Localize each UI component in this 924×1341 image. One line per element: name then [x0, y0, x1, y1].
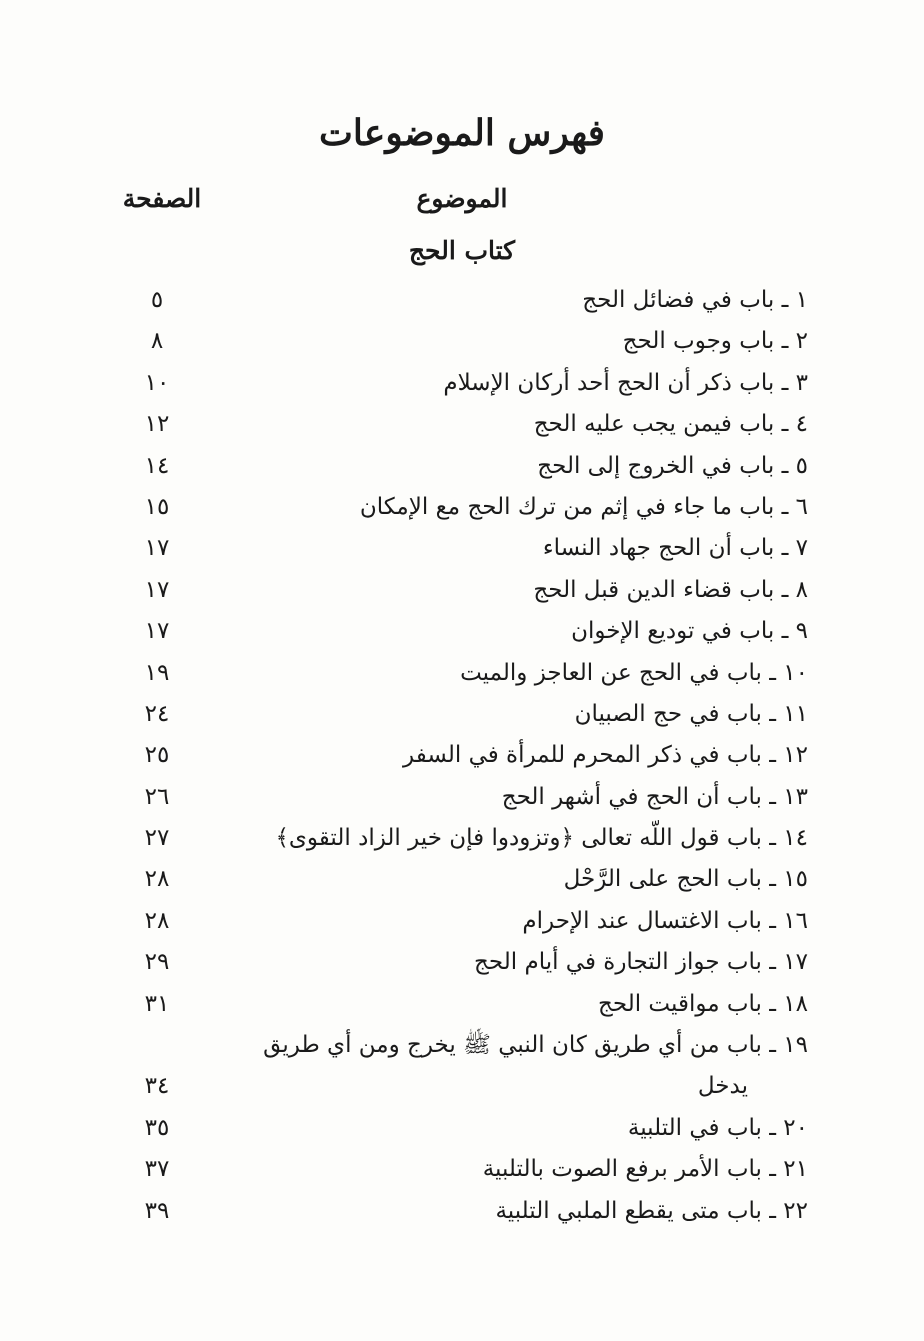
- toc-entry-page: ٢٩: [144, 949, 170, 976]
- toc-row: [0, 1021, 924, 1104]
- toc-entry-page: ٢٦: [144, 783, 170, 810]
- toc-entry-page: ١٧: [144, 618, 170, 645]
- toc-entry-text: ١٧ ـ باب جواز التجارة في أيام الحج: [474, 949, 808, 976]
- toc-entry-text: ١١ ـ باب في حج الصبيان: [574, 700, 808, 727]
- toc-entry-text: ١٥ ـ باب الحج على الرَّحْل: [563, 866, 808, 893]
- toc-entry-page: ٣١: [144, 990, 170, 1017]
- toc-entry-page: ١٧: [144, 535, 170, 562]
- toc-row: [0, 938, 924, 979]
- toc-entry-text: ٩ ـ باب في توديع الإخوان: [571, 618, 808, 645]
- toc-row: [0, 607, 924, 648]
- toc-row: [0, 897, 924, 938]
- toc-entry-text: ١٤ ـ باب قول اللّه تعالى ﴿وتزودوا فإن خير الزاد التقوى﴾: [275, 825, 808, 852]
- toc-entry-page: ١٠: [144, 369, 170, 396]
- page-column-header: الصفحة: [122, 184, 202, 213]
- toc-row: [0, 1145, 924, 1186]
- toc-entry-text: ٢٠ ـ باب في التلبية: [627, 1114, 808, 1141]
- toc-entry-page: ٣٤: [144, 1073, 170, 1100]
- toc-entry-page: ١٩: [144, 659, 170, 686]
- toc-entry-page: ٢٥: [144, 742, 170, 769]
- toc-entry-text: ٥ ـ باب في الخروج إلى الحج: [537, 452, 808, 479]
- topic-column-header: الموضوع: [416, 184, 508, 213]
- toc-row: [0, 731, 924, 772]
- toc-entry-page: ٢٤: [144, 700, 170, 727]
- toc-entry-text: ١٠ ـ باب في الحج عن العاجز والميت: [460, 659, 808, 686]
- toc-entry-text: ٢٢ ـ باب متى يقطع الملبي التلبية: [495, 1197, 808, 1224]
- toc-entry-text: ٢١ ـ باب الأمر برفع الصوت بالتلبية: [482, 1156, 808, 1183]
- toc-row: [0, 690, 924, 731]
- toc-row: [0, 442, 924, 483]
- toc-row: [0, 400, 924, 441]
- toc-entry-page: ٣٩: [144, 1197, 170, 1224]
- toc-entry-page: ٢٨: [144, 907, 170, 934]
- toc-entry-page: ١٥: [144, 493, 170, 520]
- toc-row: [0, 524, 924, 565]
- toc-entry-text: ١٨ ـ باب مواقيت الحج: [598, 990, 808, 1017]
- toc-entry-page: ٢٧: [144, 825, 170, 852]
- toc-row: [0, 359, 924, 400]
- toc-entry-page: ٢٨: [144, 866, 170, 893]
- toc-entry-page: ٥: [150, 287, 164, 313]
- page-title: فهرس الموضوعات: [318, 112, 606, 154]
- toc-entry-text: ٧ ـ باب أن الحج جهاد النساء: [542, 535, 808, 562]
- toc-row: [0, 773, 924, 814]
- toc-entry-continuation: يدخل: [697, 1073, 748, 1100]
- toc-row: [0, 1104, 924, 1145]
- toc-entry-text: ١ ـ باب في فضائل الحج: [582, 287, 808, 313]
- toc-row: [0, 317, 924, 358]
- toc-list: [0, 276, 924, 1228]
- toc-entry-text: ٣ ـ باب ذكر أن الحج أحد أركان الإسلام: [443, 369, 808, 396]
- toc-entry-text: ٢ ـ باب وجوب الحج: [622, 328, 808, 355]
- toc-row: [0, 814, 924, 855]
- toc-entry-line: ١٩ ـ باب من أي طريق كان النبي ﷺ يخرج ومن أي طريق: [263, 1032, 808, 1059]
- section-title: كتاب الحج: [408, 236, 516, 265]
- toc-entry-text: ١٣ ـ باب أن الحج في أشهر الحج: [501, 783, 808, 810]
- toc-entry-page: ١٢: [144, 411, 170, 438]
- toc-entry-page: ٣٧: [144, 1156, 170, 1183]
- toc-row: [0, 483, 924, 524]
- toc-entry-page: ٨: [150, 328, 164, 355]
- toc-entry-text: ٦ ـ باب ما جاء في إثم من ترك الحج مع الإمكان: [359, 493, 808, 520]
- toc-row: [0, 566, 924, 607]
- toc-row: [0, 855, 924, 896]
- toc-entry-page: ٣٥: [144, 1114, 170, 1141]
- toc-entry-text: ١٢ ـ باب في ذكر المحرم للمرأة في السفر: [403, 742, 808, 769]
- toc-entry-text: ٤ ـ باب فيمن يجب عليه الحج: [533, 411, 808, 438]
- toc-entry-text: ٨ ـ باب قضاء الدين قبل الحج: [533, 576, 808, 603]
- toc-entry-page: ١٤: [144, 452, 170, 479]
- toc-entry-text: ١٦ ـ باب الاغتسال عند الإحرام: [522, 907, 808, 934]
- toc-entry-text: [223, 1025, 808, 1107]
- toc-row: [0, 1187, 924, 1228]
- toc-row: [0, 649, 924, 690]
- toc-row: [0, 276, 924, 317]
- toc-row: [0, 980, 924, 1021]
- toc-entry-page: ١٧: [144, 576, 170, 603]
